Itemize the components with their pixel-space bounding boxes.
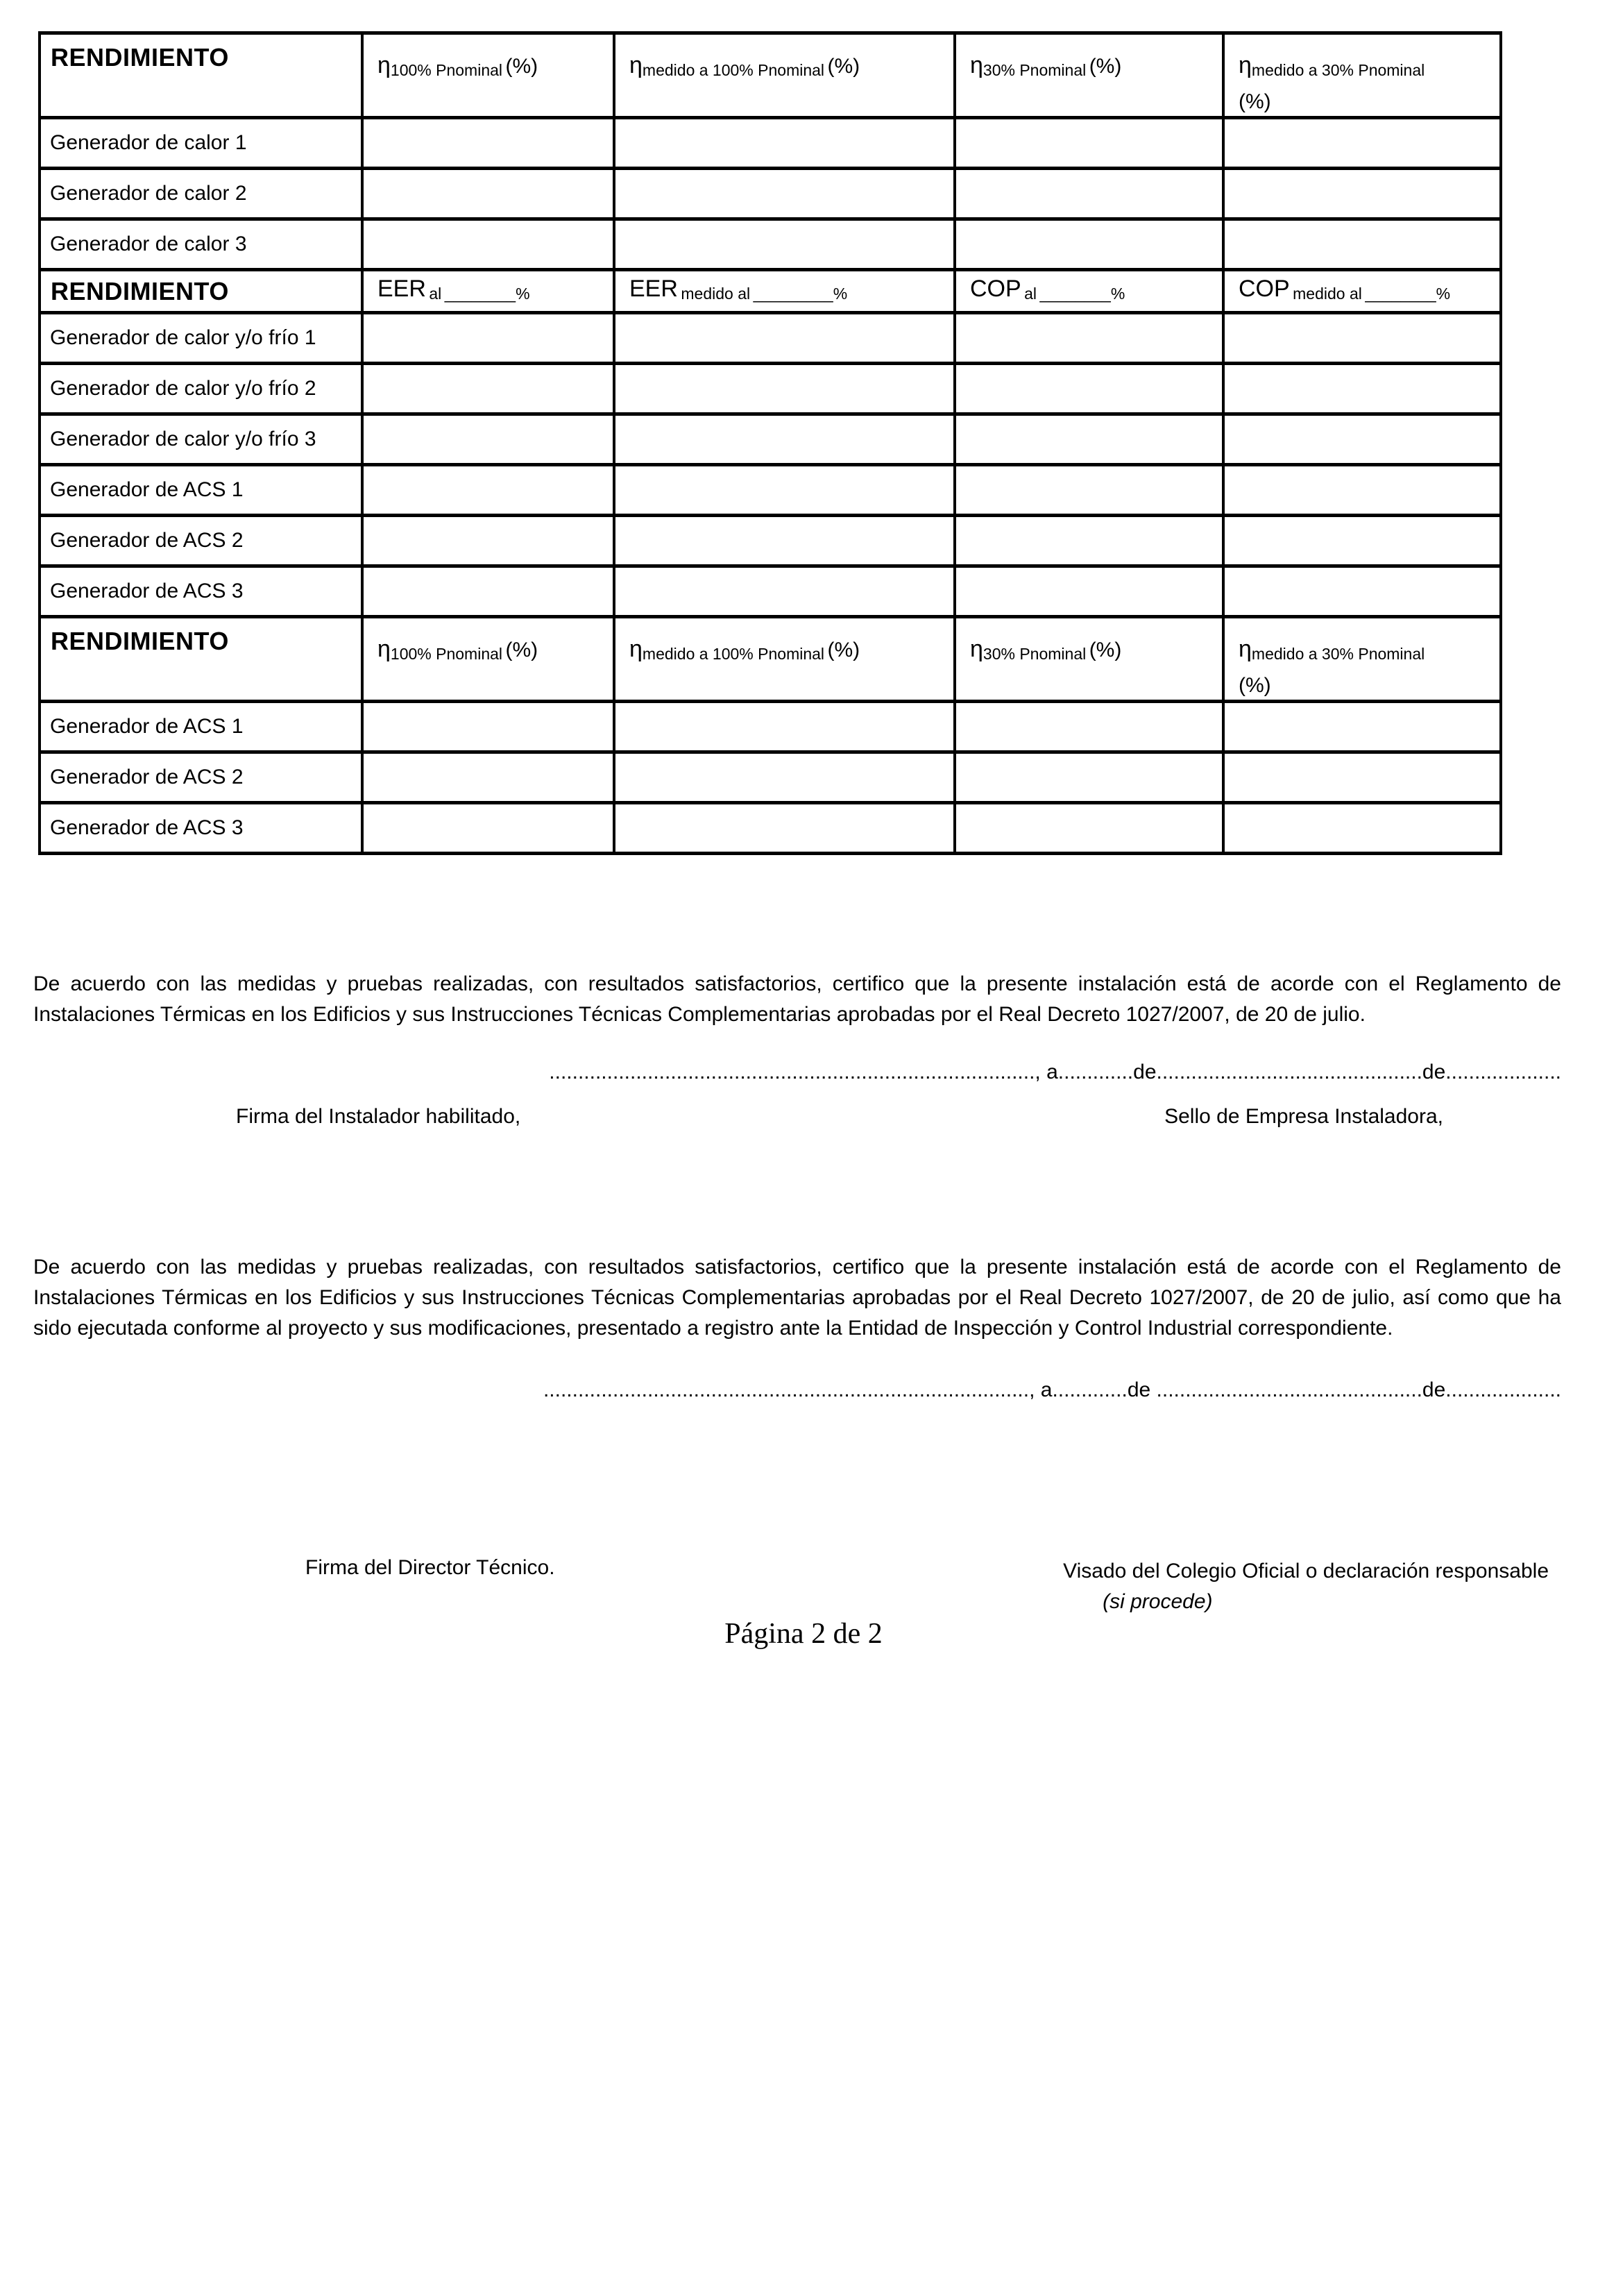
percent-sign: % xyxy=(1110,285,1125,303)
header-unit: (%) xyxy=(1089,55,1122,78)
header-eta-medido-100 xyxy=(614,33,955,118)
header-eta-medido-30 xyxy=(1223,33,1501,118)
empty-cell xyxy=(614,118,955,169)
empty-cell xyxy=(362,566,614,617)
official-stamp-block xyxy=(1063,1556,1549,1617)
header-unit: (%) xyxy=(827,55,860,78)
header-unit: (%) xyxy=(505,639,538,661)
empty-cell xyxy=(362,118,614,169)
empty-cell xyxy=(362,702,614,752)
table-row xyxy=(40,465,1501,516)
header-subscript: 100% Pnominal xyxy=(390,61,503,79)
eta-symbol: η xyxy=(970,52,983,78)
empty-cell xyxy=(955,465,1223,516)
empty-cell xyxy=(955,219,1223,270)
empty-cell xyxy=(362,313,614,364)
header-subscript: medido a 30% Pnominal xyxy=(1251,645,1425,663)
section-title: RENDIMIENTO xyxy=(40,270,362,313)
row-label: Generador de ACS 2 xyxy=(40,752,362,803)
eer-label: EER xyxy=(629,276,678,302)
empty-cell xyxy=(955,313,1223,364)
empty-cell xyxy=(362,516,614,566)
header-eta-medido-30 xyxy=(1223,617,1501,702)
header-subscript: 30% Pnominal xyxy=(983,645,1087,663)
page-number: Página 2 de 2 xyxy=(724,1618,883,1650)
empty-cell xyxy=(1223,566,1501,617)
certification-paragraph-installer: De acuerdo con las medidas y pruebas realizadas, con resultados satisfactorios, certifico que la presente instalación está de acorde con el Reglamento de Instalaciones Térmicas en los Edificios y sus Instrucciones Técnicas Complementarias aprobadas por el Real Decreto 1027/2007, de 20 de julio. xyxy=(33,972,1561,1026)
header-subscript: medido al xyxy=(681,285,751,303)
table-header-eta-acs xyxy=(40,617,1501,702)
empty-cell xyxy=(1223,313,1501,364)
row-label: Generador de calor y/o frío 3 xyxy=(40,414,362,465)
table-row xyxy=(40,414,1501,465)
cop-label: COP xyxy=(970,276,1021,302)
row-label: Generador de ACS 2 xyxy=(40,516,362,566)
table-row xyxy=(40,702,1501,752)
eta-symbol: η xyxy=(629,52,643,78)
header-unit: (%) xyxy=(1239,674,1271,697)
fill-in-blank: ________ xyxy=(1365,285,1436,303)
row-label: Generador de ACS 1 xyxy=(40,465,362,516)
table-row xyxy=(40,219,1501,270)
fill-in-blank: _________ xyxy=(753,285,833,303)
header-subscript: medido al xyxy=(1293,285,1362,303)
empty-cell xyxy=(614,752,955,803)
table-row xyxy=(40,118,1501,169)
row-label: Generador de calor 3 xyxy=(40,219,362,270)
percent-sign: % xyxy=(1436,285,1451,303)
empty-cell xyxy=(1223,702,1501,752)
percent-sign: % xyxy=(833,285,848,303)
header-subscript: 100% Pnominal xyxy=(390,645,503,663)
table-row xyxy=(40,364,1501,414)
empty-cell xyxy=(1223,803,1501,854)
eta-symbol: η xyxy=(377,52,391,78)
table-row xyxy=(40,516,1501,566)
empty-cell xyxy=(955,566,1223,617)
empty-cell xyxy=(614,702,955,752)
table-row xyxy=(40,803,1501,854)
header-eta-30-pnominal xyxy=(955,617,1223,702)
table-row xyxy=(40,752,1501,803)
rendimiento-table xyxy=(38,31,1502,855)
empty-cell xyxy=(955,702,1223,752)
percent-sign: % xyxy=(516,285,530,303)
fill-in-blank: ________ xyxy=(444,285,516,303)
empty-cell xyxy=(614,414,955,465)
empty-cell xyxy=(614,465,955,516)
header-subscript: 30% Pnominal xyxy=(983,61,1087,79)
if-applicable-note: (si procede) xyxy=(1103,1590,1213,1613)
empty-cell xyxy=(1223,414,1501,465)
company-stamp-label: Sello de Empresa Instaladora, xyxy=(1164,1105,1443,1128)
empty-cell xyxy=(614,516,955,566)
empty-cell xyxy=(955,414,1223,465)
row-label: Generador de calor y/o frío 2 xyxy=(40,364,362,414)
table-row xyxy=(40,566,1501,617)
date-fill-line: ...................................................................................., a.............de..............................................de.................... xyxy=(549,1061,1561,1083)
eta-symbol: η xyxy=(1239,636,1252,662)
empty-cell xyxy=(362,169,614,219)
header-eta-100-pnominal xyxy=(362,617,614,702)
empty-cell xyxy=(1223,465,1501,516)
header-subscript: al xyxy=(1024,285,1037,303)
certification-paragraph-director: De acuerdo con las medidas y pruebas realizadas, con resultados satisfactorios, certifico que la presente instalación está de acorde con el Reglamento de Instalaciones Térmicas en los Edificios y sus Instrucciones Técnicas Complementarias aprobadas por el Real Decreto 1027/2007, de 20 de julio, así como que ha sido ejecutada conforme al proyecto y sus modificaciones, presentado a registro ante la Entidad de Inspección y Control Industrial correspondiente. xyxy=(33,1256,1561,1340)
empty-cell xyxy=(362,752,614,803)
table-header-eer-cop xyxy=(40,270,1501,313)
empty-cell xyxy=(955,118,1223,169)
empty-cell xyxy=(614,803,955,854)
header-unit: (%) xyxy=(505,55,538,78)
header-unit: (%) xyxy=(827,639,860,661)
eer-label: EER xyxy=(377,276,426,302)
empty-cell xyxy=(362,465,614,516)
row-label: Generador de ACS 3 xyxy=(40,566,362,617)
empty-cell xyxy=(955,803,1223,854)
signature-row-installer xyxy=(33,1105,1561,1129)
table-header-eta-calor xyxy=(40,33,1501,118)
header-unit: (%) xyxy=(1089,639,1122,661)
row-label: Generador de ACS 3 xyxy=(40,803,362,854)
header-cop-medido-al xyxy=(1223,270,1501,313)
empty-cell xyxy=(614,313,955,364)
empty-cell xyxy=(955,364,1223,414)
header-subscript: medido a 100% Pnominal xyxy=(642,645,825,663)
empty-cell xyxy=(1223,219,1501,270)
header-eer-al xyxy=(362,270,614,313)
eta-symbol: η xyxy=(629,636,643,662)
header-cop-al xyxy=(955,270,1223,313)
header-subscript: medido a 100% Pnominal xyxy=(642,61,825,79)
table-row xyxy=(40,169,1501,219)
empty-cell xyxy=(955,516,1223,566)
empty-cell xyxy=(362,219,614,270)
empty-cell xyxy=(614,566,955,617)
empty-cell xyxy=(1223,752,1501,803)
row-label: Generador de ACS 1 xyxy=(40,702,362,752)
signature-label-director: Firma del Director Técnico. xyxy=(305,1556,555,1579)
empty-cell xyxy=(955,169,1223,219)
eta-symbol: η xyxy=(970,636,983,662)
header-eta-30-pnominal xyxy=(955,33,1223,118)
empty-cell xyxy=(362,803,614,854)
row-label: Generador de calor 1 xyxy=(40,118,362,169)
empty-cell xyxy=(362,414,614,465)
row-label: Generador de calor y/o frío 1 xyxy=(40,313,362,364)
empty-cell xyxy=(614,364,955,414)
table-row xyxy=(40,313,1501,364)
empty-cell xyxy=(1223,516,1501,566)
date-fill-line: ...................................................................................., a.............de ..............................................de.................... xyxy=(543,1378,1561,1401)
row-label: Generador de calor 2 xyxy=(40,169,362,219)
empty-cell xyxy=(1223,118,1501,169)
empty-cell xyxy=(1223,169,1501,219)
header-subscript: medido a 30% Pnominal xyxy=(1251,61,1425,79)
eta-symbol: η xyxy=(377,636,391,662)
empty-cell xyxy=(614,169,955,219)
section-title: RENDIMIENTO xyxy=(40,33,362,118)
header-eta-medido-100 xyxy=(614,617,955,702)
empty-cell xyxy=(955,752,1223,803)
empty-cell xyxy=(362,364,614,414)
section-title: RENDIMIENTO xyxy=(40,617,362,702)
header-eta-100-pnominal xyxy=(362,33,614,118)
header-eer-medido-al xyxy=(614,270,955,313)
header-subscript: al xyxy=(429,285,442,303)
official-stamp-label: Visado del Colegio Oficial o declaración responsable xyxy=(1063,1560,1549,1582)
signature-row-director xyxy=(33,1556,1561,1617)
header-unit: (%) xyxy=(1239,90,1271,113)
empty-cell xyxy=(1223,364,1501,414)
fill-in-blank: ________ xyxy=(1039,285,1111,303)
signature-label-installer: Firma del Instalador habilitado, xyxy=(236,1105,521,1128)
cop-label: COP xyxy=(1239,276,1290,302)
empty-cell xyxy=(614,219,955,270)
eta-symbol: η xyxy=(1239,52,1252,78)
